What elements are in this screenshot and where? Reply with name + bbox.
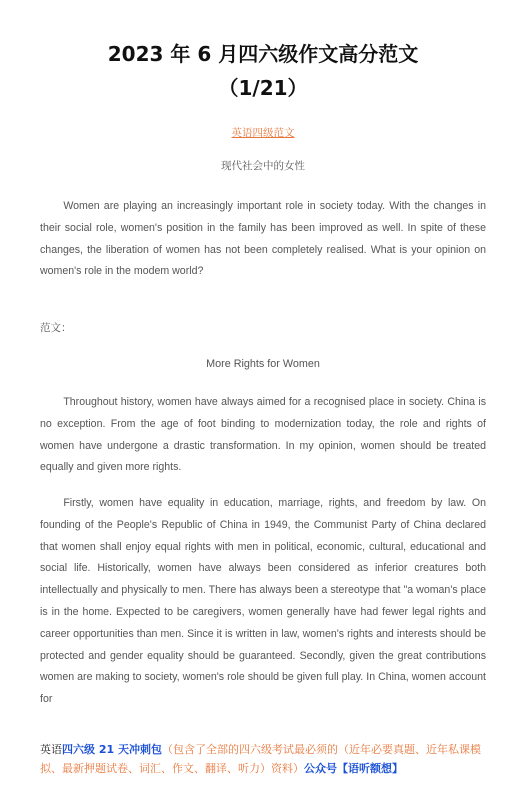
essay-label: 范文： <box>40 322 72 334</box>
essay-paragraph-2: Firstly, women have equality in education, marriage, rights, and freedom by law. On founding of the People's Republic of China in 1949, the Communist Party of China declared that women shall enjoy equal rights with men in political, economic, cultural, educational and social life. Historically, women have always been considered as inferior creatures both intellectually and physically to men. There has always been a stereotype that "a woman's place is in the home. Expected to be caregivers, women generally have had fewer legal rights and career opportunities than men. Since it is written in law, women's rights and interests should be protected and gender equality should be guaranteed. Secondly, given the great contributions women are making to society, women's role should be given full play. In China, women account for <box>40 497 486 706</box>
footer-prefix: 英语 <box>40 743 62 756</box>
essay-paragraph-1: Throughout history, women have always aimed for a recognised place in society. China is no exception. From the age of foot binding to modernization today, the role and rights of women have undergone a drastic transformation. In my opinion, women should be treated equally and given more rights. <box>40 396 486 474</box>
prompt-paragraph: Women are playing an increasingly important role in society today. With the changes in their social role, women's position in the family has been improved as well. In spite of these changes, the liberation of women has not been completely realised. What is your opinion on women's role in the modem world? <box>40 200 486 278</box>
category-link-wrapper <box>0 125 526 140</box>
footer-highlight: 四六级 21 天冲刺包 <box>62 743 162 756</box>
footer-account-name: 【语听额想】 <box>337 762 403 775</box>
category-link[interactable]: 英语四级范文 <box>231 127 295 139</box>
footer-account-label: 公众号 <box>304 762 337 775</box>
document-title: 2023 年 6 月四六级作文高分范文 <box>107 42 419 66</box>
document-page-counter: （1/21） <box>218 76 308 100</box>
promo-footer <box>40 740 490 778</box>
footer-description: （包含了全部的四六级考试最必须的（近年必要真题、近年私课模拟、最新押题试卷、词汇、作文、翻译、听力）资料） <box>40 743 481 775</box>
essay-title: More Rights for Women <box>206 358 320 370</box>
topic-title: 现代社会中的女性 <box>221 160 305 172</box>
